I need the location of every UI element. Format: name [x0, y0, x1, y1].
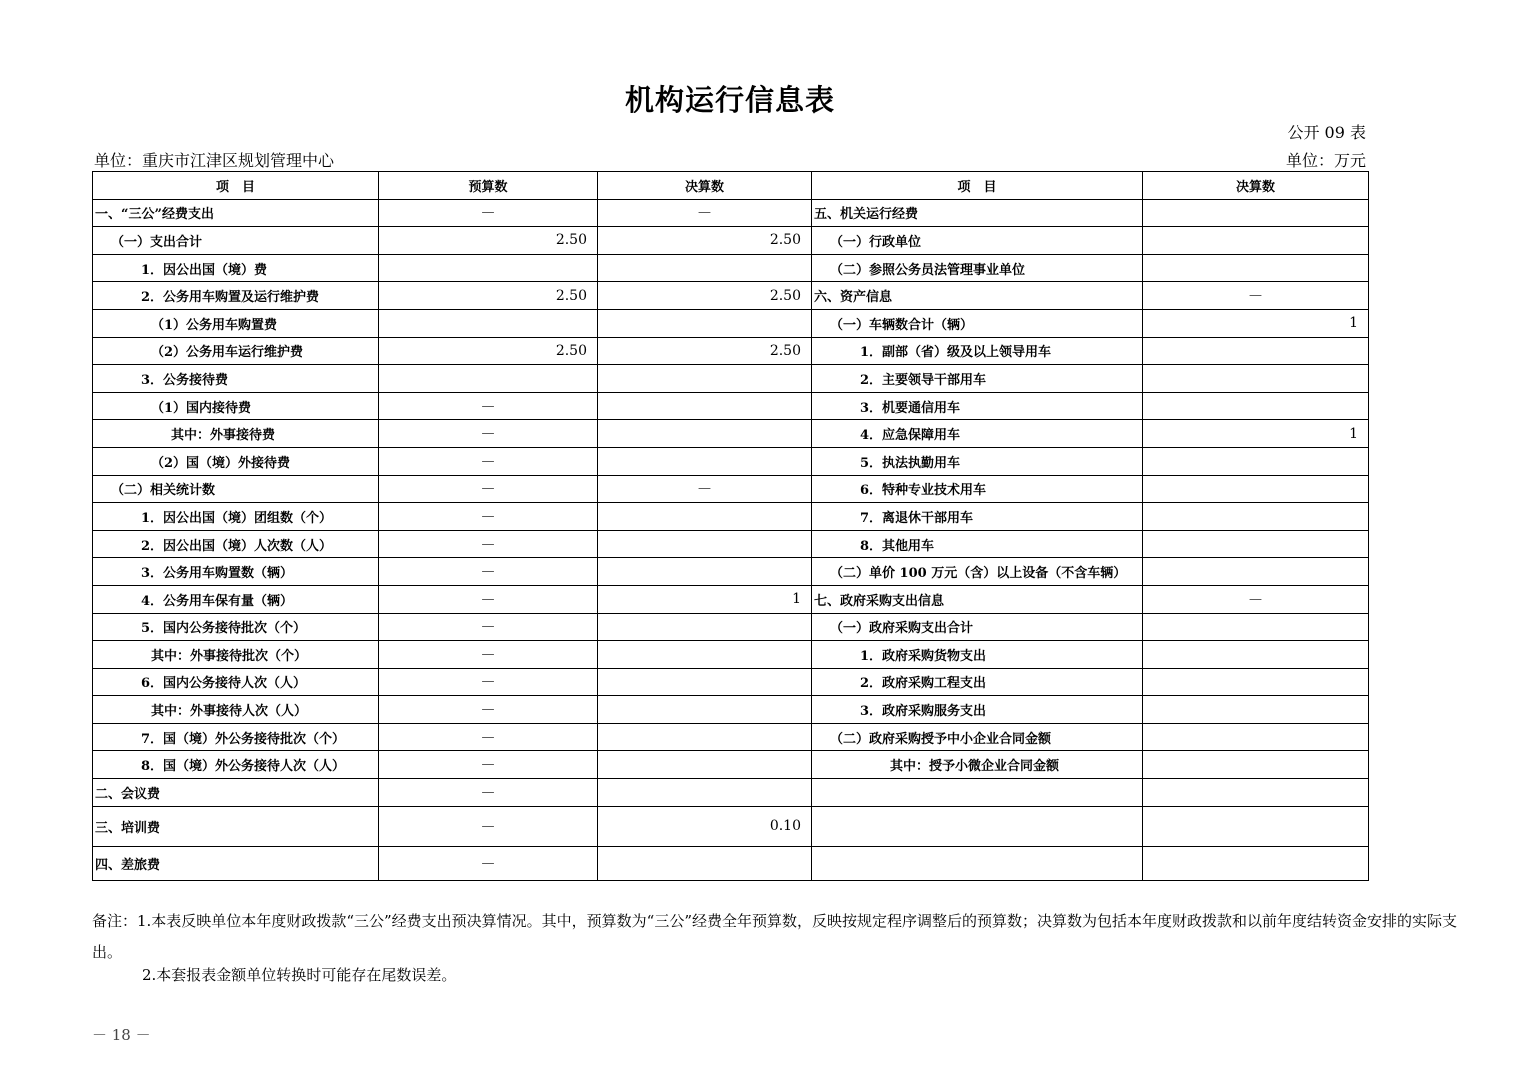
table-row: [93, 613, 1369, 641]
row-item-right: 1．政府采购货物支出: [812, 641, 1143, 669]
row-final-right: [1143, 503, 1369, 531]
table-row: [93, 420, 1369, 448]
row-budget: [379, 254, 598, 282]
row-final: [598, 365, 812, 393]
table-row: [93, 530, 1369, 558]
row-item-left: 其中：外事接待批次（个）: [93, 641, 379, 669]
row-final: [598, 309, 812, 337]
row-item-left: 7．国（境）外公务接待批次（个）: [93, 723, 379, 751]
row-item-right: 2．政府采购工程支出: [812, 668, 1143, 696]
row-final: [598, 723, 812, 751]
table-row: [93, 558, 1369, 586]
row-item-right: （二）单价 100 万元（含）以上设备（不含车辆）: [812, 558, 1143, 586]
row-final: [598, 779, 812, 807]
row-final: [598, 392, 812, 420]
table-row: [93, 668, 1369, 696]
row-item-left: 四、差旅费: [93, 846, 379, 880]
row-item-right: 五、机关运行经费: [812, 199, 1143, 227]
row-budget: —: [379, 530, 598, 558]
row-item-right: 2．主要领导干部用车: [812, 365, 1143, 393]
row-final-right: [1143, 613, 1369, 641]
row-final-right: [1143, 751, 1369, 779]
row-final-right: [1143, 530, 1369, 558]
row-final-right: [1143, 696, 1369, 724]
table-row: [93, 447, 1369, 475]
row-budget: —: [379, 751, 598, 779]
row-final: [598, 668, 812, 696]
table-row: [93, 723, 1369, 751]
row-item-right: [812, 846, 1143, 880]
row-budget: —: [379, 846, 598, 880]
row-item-right: [812, 779, 1143, 807]
header-budget: 预算数: [379, 172, 598, 200]
row-final-right: [1143, 392, 1369, 420]
header-final-right: 决算数: [1143, 172, 1369, 200]
info-table: [92, 171, 1369, 881]
row-budget: —: [379, 641, 598, 669]
table-row: [93, 475, 1369, 503]
row-item-left: 1．因公出国（境）费: [93, 254, 379, 282]
row-item-left: （1）国内接待费: [93, 392, 379, 420]
table-row: [93, 227, 1369, 255]
row-final-right: [1143, 558, 1369, 586]
row-final: [598, 558, 812, 586]
row-item-left: 其中：外事接待费: [93, 420, 379, 448]
table-row: [93, 282, 1369, 310]
row-final-right: [1143, 254, 1369, 282]
row-budget: —: [379, 668, 598, 696]
row-item-right: （一）行政单位: [812, 227, 1143, 255]
table-row: [93, 392, 1369, 420]
row-item-left: 8．国（境）外公务接待人次（人）: [93, 751, 379, 779]
table-body: [93, 199, 1369, 880]
header-final: 决算数: [598, 172, 812, 200]
row-item-left: （2）国（境）外接待费: [93, 447, 379, 475]
row-budget: —: [379, 420, 598, 448]
row-final: [598, 420, 812, 448]
row-item-left: （1）公务用车购置费: [93, 309, 379, 337]
row-item-left: 三、培训费: [93, 806, 379, 846]
row-item-right: 六、资产信息: [812, 282, 1143, 310]
row-item-right: （一）政府采购支出合计: [812, 613, 1143, 641]
row-budget: [379, 309, 598, 337]
row-item-right: 8．其他用车: [812, 530, 1143, 558]
row-item-right: 6．特种专业技术用车: [812, 475, 1143, 503]
row-budget: —: [379, 503, 598, 531]
row-final: 2.50: [598, 282, 812, 310]
row-item-right: 其中：授予小微企业合同金额: [812, 751, 1143, 779]
row-budget: [379, 365, 598, 393]
table-row: [93, 696, 1369, 724]
row-final: [598, 751, 812, 779]
row-final-right: [1143, 365, 1369, 393]
row-final-right: 1: [1143, 420, 1369, 448]
row-item-left: （一）支出合计: [93, 227, 379, 255]
footnote-2: 2.本套报表金额单位转换时可能存在尾数误差。: [142, 966, 457, 984]
table-row: [93, 309, 1369, 337]
table-row: [93, 199, 1369, 227]
row-item-left: 6．国内公务接待人次（人）: [93, 668, 379, 696]
row-final-right: [1143, 475, 1369, 503]
row-budget: —: [379, 558, 598, 586]
row-item-left: （二）相关统计数: [93, 475, 379, 503]
page-number: － 18 －: [92, 1026, 151, 1044]
row-item-right: 七、政府采购支出信息: [812, 585, 1143, 613]
table-row: [93, 846, 1369, 880]
row-item-left: 其中：外事接待人次（人）: [93, 696, 379, 724]
row-final-right: [1143, 668, 1369, 696]
row-item-right: 3．机要通信用车: [812, 392, 1143, 420]
row-final-right: [1143, 806, 1369, 846]
row-final-right: [1143, 779, 1369, 807]
money-unit: 单位：万元: [1285, 151, 1366, 170]
row-budget: —: [379, 447, 598, 475]
header-item-right: 项 目: [812, 172, 1143, 200]
row-final: 0.10: [598, 806, 812, 846]
row-item-right: [812, 806, 1143, 846]
row-item-right: 5．执法执勤用车: [812, 447, 1143, 475]
row-item-left: 3．公务用车购置数（辆）: [93, 558, 379, 586]
row-item-left: 二、会议费: [93, 779, 379, 807]
row-item-left: 2．公务用车购置及运行维护费: [93, 282, 379, 310]
row-final-right: [1143, 227, 1369, 255]
row-budget: —: [379, 613, 598, 641]
row-item-right: 4．应急保障用车: [812, 420, 1143, 448]
organization-unit: 单位：重庆市江津区规划管理中心: [94, 151, 335, 170]
table-row: [93, 751, 1369, 779]
footnote-1: 备注：1.本表反映单位本年度财政拨款“三公”经费支出预决算情况。其中，预算数为“三公”经费全年预算数，反映按规定程序调整后的预算数；决算数为包括本年度财政拨款和以前年度结转资金安排的实际支出。: [92, 912, 1457, 961]
row-item-right: 1．副部（省）级及以上领导用车: [812, 337, 1143, 365]
row-final: 2.50: [598, 337, 812, 365]
row-final-right: [1143, 447, 1369, 475]
row-final: [598, 613, 812, 641]
row-item-left: 1．因公出国（境）团组数（个）: [93, 503, 379, 531]
row-item-right: （一）车辆数合计（辆）: [812, 309, 1143, 337]
row-final: [598, 447, 812, 475]
row-item-left: 5．国内公务接待批次（个）: [93, 613, 379, 641]
page-title: 机构运行信息表: [624, 83, 835, 117]
table-row: [93, 806, 1369, 846]
row-final-right: —: [1143, 282, 1369, 310]
row-budget: —: [379, 392, 598, 420]
row-final: [598, 503, 812, 531]
row-item-right: 7．离退休干部用车: [812, 503, 1143, 531]
row-budget: —: [379, 475, 598, 503]
table-row: [93, 254, 1369, 282]
row-item-left: 4．公务用车保有量（辆）: [93, 585, 379, 613]
row-final: [598, 846, 812, 880]
row-budget: —: [379, 199, 598, 227]
row-budget: —: [379, 585, 598, 613]
table-row: [93, 641, 1369, 669]
row-final: —: [598, 475, 812, 503]
row-budget: —: [379, 806, 598, 846]
row-budget: —: [379, 696, 598, 724]
row-item-left: 3．公务接待费: [93, 365, 379, 393]
row-final: 1: [598, 585, 812, 613]
row-final: —: [598, 199, 812, 227]
row-budget: 2.50: [379, 282, 598, 310]
row-final-right: [1143, 846, 1369, 880]
row-item-left: （2）公务用车运行维护费: [93, 337, 379, 365]
row-final: [598, 696, 812, 724]
row-final-right: [1143, 641, 1369, 669]
row-budget: 2.50: [379, 227, 598, 255]
row-item-right: （二）政府采购授予中小企业合同金额: [812, 723, 1143, 751]
row-final-right: [1143, 199, 1369, 227]
table-row: [93, 503, 1369, 531]
table-row: [93, 779, 1369, 807]
row-budget: —: [379, 723, 598, 751]
row-item-left: 一、“三公”经费支出: [93, 199, 379, 227]
row-final: [598, 641, 812, 669]
header-item: 项 目: [93, 172, 379, 200]
row-final: [598, 254, 812, 282]
row-final-right: [1143, 337, 1369, 365]
table-row: [93, 337, 1369, 365]
table-row: [93, 365, 1369, 393]
row-item-right: 3．政府采购服务支出: [812, 696, 1143, 724]
row-final: [598, 530, 812, 558]
row-item-left: 2．因公出国（境）人次数（人）: [93, 530, 379, 558]
row-final-right: 1: [1143, 309, 1369, 337]
row-final-right: [1143, 723, 1369, 751]
row-final: 2.50: [598, 227, 812, 255]
row-budget: —: [379, 779, 598, 807]
table-header-row: [93, 172, 1369, 200]
row-item-right: （二）参照公务员法管理事业单位: [812, 254, 1143, 282]
row-budget: 2.50: [379, 337, 598, 365]
form-number: 公开 09 表: [1287, 123, 1366, 142]
table-row: [93, 585, 1369, 613]
row-final-right: —: [1143, 585, 1369, 613]
